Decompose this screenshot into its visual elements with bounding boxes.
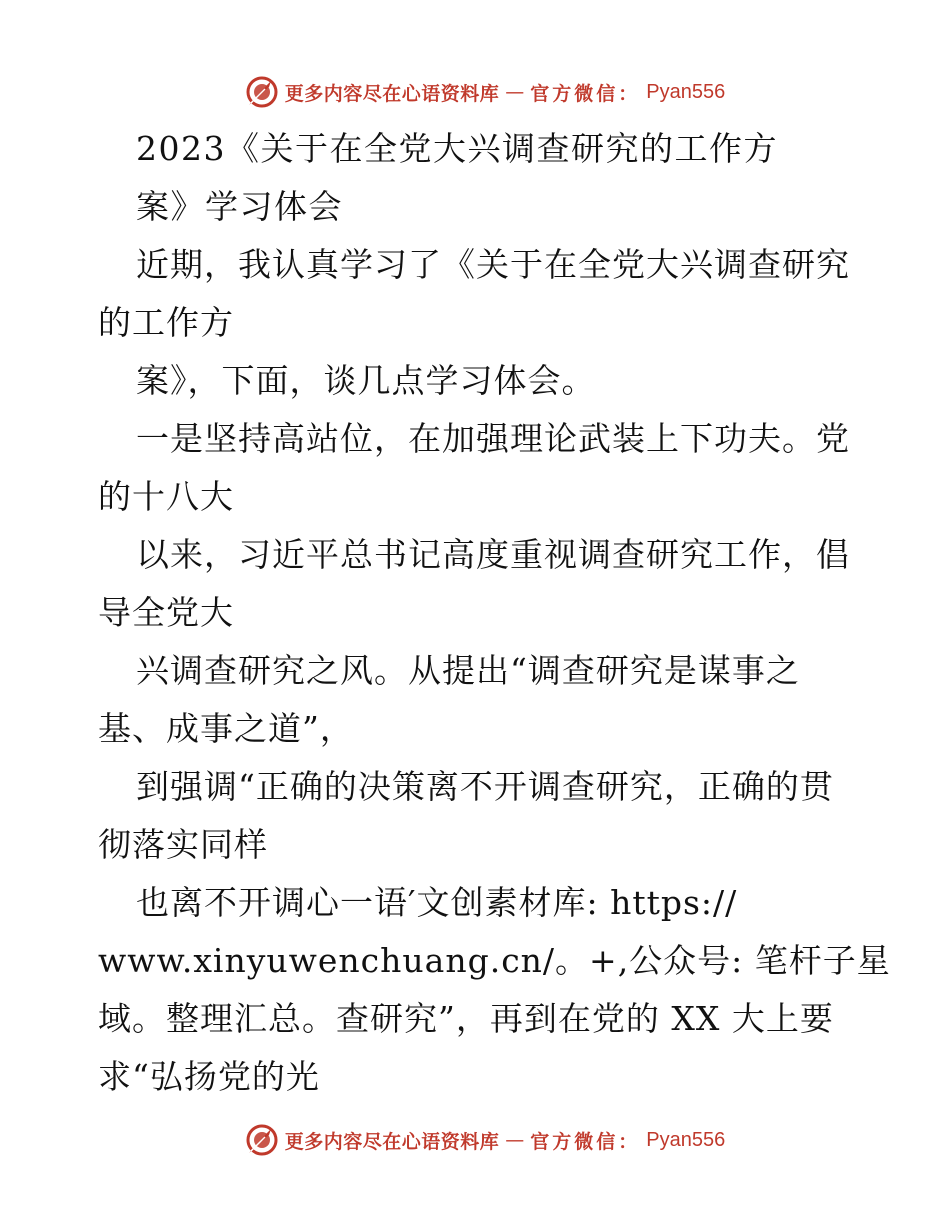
footer-watermark	[0, 1116, 950, 1164]
watermark-banner	[245, 75, 726, 109]
paragraph-line: 的工作方	[98, 303, 234, 342]
quill-logo-icon	[245, 1123, 279, 1157]
header-watermark	[0, 68, 950, 116]
document-body	[98, 120, 891, 1106]
paragraph-line: 也离不开调心一语′文创素材库: https://	[136, 883, 738, 922]
paragraph-line: 一是坚持高站位，在加强理论武装上下功夫。党	[136, 419, 850, 458]
title-line-2: 案》学习体会	[136, 187, 343, 226]
watermark-banner	[245, 1123, 726, 1157]
paragraph-line: 到强调“正确的决策离不开调查研究，正确的贯	[136, 767, 834, 806]
paragraph-line: 导全党大	[98, 593, 234, 632]
watermark-wechat-id: Pyan556	[646, 1128, 726, 1151]
paragraph-line: 近期，我认真学习了《关于在全党大兴调查研究	[136, 245, 850, 284]
watermark-text: 更多内容尽在心语资料库	[284, 82, 500, 105]
paragraph-line: 兴调查研究之风。从提出“调查研究是谋事之	[136, 651, 800, 690]
paragraph-line: 域。整理汇总。查研究”，再到在党的 XX 大上要	[98, 999, 834, 1038]
watermark-official-label: 官方微信：	[530, 82, 641, 105]
paragraph-line: 求“弘扬党的光	[98, 1057, 320, 1096]
title-line-1: 2023《关于在全党大兴调查研究的工作方	[136, 129, 778, 168]
paragraph-line: 的十八大	[98, 477, 234, 516]
paragraph-line: 案》，下面，谈几点学习体会。	[136, 361, 596, 400]
watermark-official-label: 官方微信：	[530, 1130, 641, 1153]
watermark-dash: —	[505, 81, 525, 103]
paragraph-line: www.xinyuwenchuang.cn/。+,公众号: 笔杆子星	[98, 941, 891, 980]
paragraph-line: 以来，习近平总书记高度重视调查研究工作，倡	[136, 535, 850, 574]
watermark-wechat-id: Pyan556	[646, 80, 726, 103]
watermark-dash: —	[505, 1129, 525, 1151]
watermark-text: 更多内容尽在心语资料库	[284, 1130, 500, 1153]
paragraph-line: 基、成事之道”，	[98, 709, 354, 748]
quill-logo-icon	[245, 75, 279, 109]
paragraph-line: 彻落实同样	[98, 825, 268, 864]
